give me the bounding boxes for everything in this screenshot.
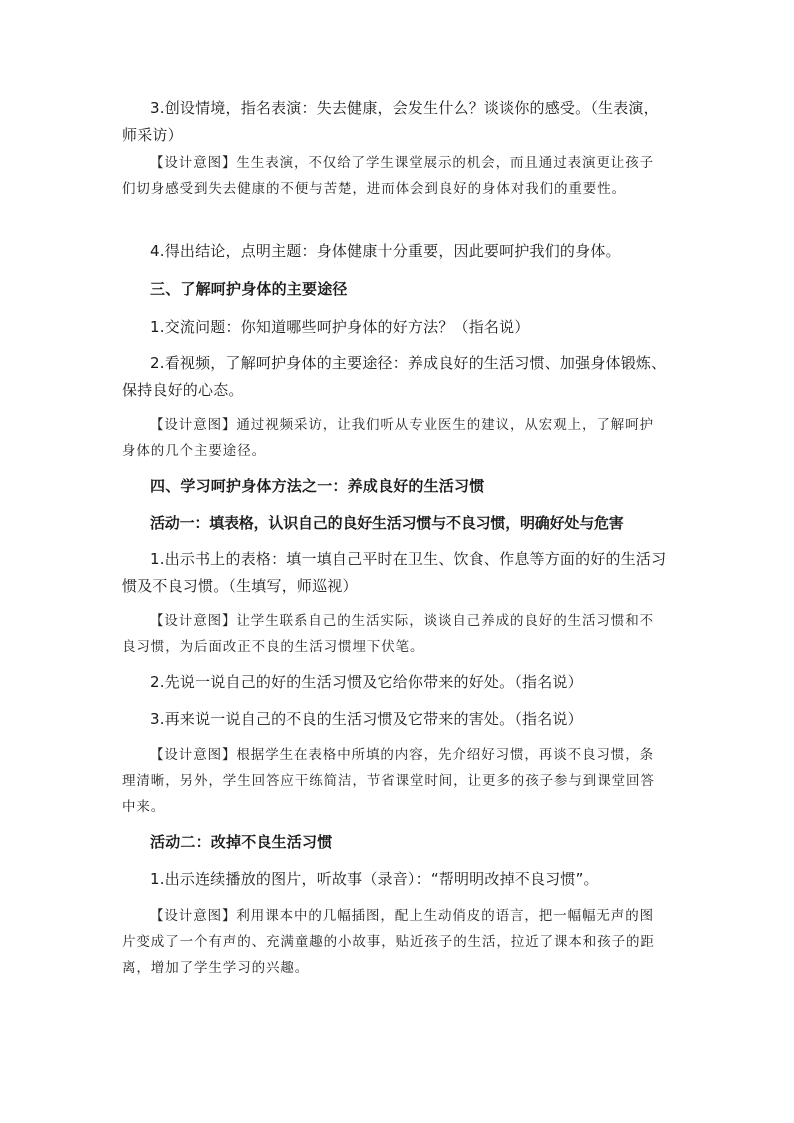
step-3-paragraph: 3.创设情境，指名表演：失去健康，会发生什么？谈谈你的感受。（生表演，师采访）	[122, 99, 659, 144]
step-3-bad-habits-paragraph: 3.再来说一说自己的不良的生活习惯及它带来的害处。（指名说）	[150, 710, 583, 728]
step-2-video-paragraph: 2.看视频，了解呵护身体的主要途径：养成良好的生活习惯、加强身体锻炼、保持良好的心态。	[122, 354, 667, 399]
design-intent-note-5: 【设计意图】利用课本中的几幅插图，配上生动俏皮的语言，把一幅幅无声的图片变成了一个有声的、充满童趣的小故事，贴近孩子的生活，拉近了课本和孩子的距离，增加了学生学习的兴趣。	[122, 908, 655, 976]
design-intent-note-2: 【设计意图】通过视频采访，让我们听从专业医生的建议，从宏观上，了解呵护身体的几个主要途径。	[122, 417, 654, 459]
section-4-heading: 四、学习呵护身体方法之一：养成良好的生活习惯	[150, 477, 485, 495]
design-intent-note-3: 【设计意图】让学生联系自己的生活实际，谈谈自己养成的良好的生活习惯和不良习惯，为后面改正不良的生活习惯埋下伏笔。	[122, 613, 654, 655]
design-intent-note-4: 【设计意图】根据学生在表格中所填的内容，先介绍好习惯，再谈不良习惯，条理清晰，另外，学生回答应干练简洁，节省课堂时间，让更多的孩子参与到课堂回答中来。	[122, 747, 655, 815]
step-1-exchange-paragraph: 1.交流问题：你知道哪些呵护身体的好方法？（指名说）	[150, 318, 530, 336]
step-2-good-habits-paragraph: 2.先说一说自己的好的生活习惯及它给你带来的好处。（指名说）	[150, 673, 583, 691]
step-1-table-paragraph: 1.出示书上的表格：填一填自己平时在卫生、饮食、作息等方面的好的生活习惯及不良习惯。（生填写，师巡视）	[122, 550, 667, 595]
activity-2-heading: 活动二：改掉不良生活习惯	[150, 833, 333, 851]
activity-1-heading: 活动一：填表格，认识自己的良好生活习惯与不良习惯，明确好处与危害	[150, 514, 624, 532]
step-1-story-paragraph: 1.出示连续播放的图片，听故事（录音）：“帮明明改掉不良习惯”。	[150, 870, 599, 888]
step-4-paragraph: 4.得出结论，点明主题：身体健康十分重要，因此要呵护我们的身体。	[150, 242, 621, 260]
section-3-heading: 三、了解呵护身体的主要途径	[150, 280, 348, 298]
design-intent-note-1: 【设计意图】生生表演，不仅给了学生课堂展示的机会，而且通过表演更让孩子们切身感受到失去健康的不便与苦楚，进而体会到良好的身体对我们的重要性。	[122, 155, 654, 197]
